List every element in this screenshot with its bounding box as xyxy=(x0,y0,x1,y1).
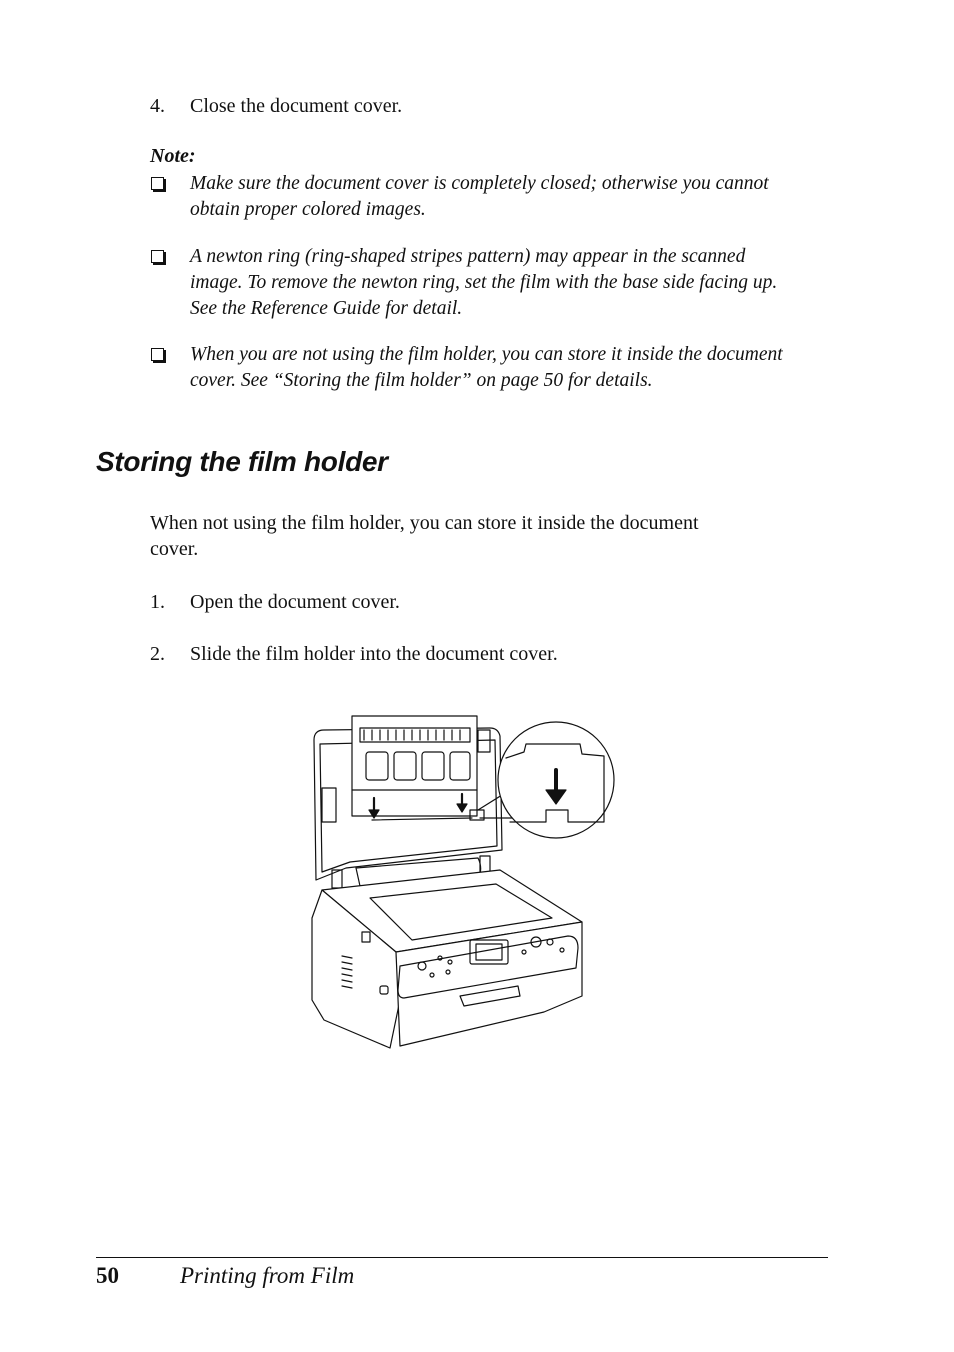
intro-paragraph xyxy=(150,510,830,562)
note-item-2 xyxy=(190,244,840,322)
note-item-3-line-2: cover. See “Storing the film holder” on page 50 for details. xyxy=(190,370,653,391)
step-4-number: 4. xyxy=(150,95,165,117)
step-1-number: 1. xyxy=(150,591,165,613)
footer-title: Printing from Film xyxy=(180,1263,355,1288)
scanner-film-holder-illustration xyxy=(300,700,620,1055)
note-label: Note: xyxy=(150,145,196,167)
footer-rule xyxy=(96,1257,828,1258)
intro-line-1: When not using the film holder, you can store it inside the document xyxy=(150,512,699,534)
note-item-1-line-2: obtain proper colored images. xyxy=(190,199,426,220)
intro-line-2: cover. xyxy=(150,538,199,560)
note-item-1 xyxy=(190,171,840,223)
step-2-number: 2. xyxy=(150,643,165,665)
note-item-3-line-1: When you are not using the film holder, you can store it inside the document xyxy=(190,344,783,365)
step-2-text: Slide the film holder into the document cover. xyxy=(190,643,558,665)
step-1-text: Open the document cover. xyxy=(190,591,400,613)
page-number: 50 xyxy=(96,1263,119,1288)
checkbox-bullet-icon xyxy=(151,348,164,361)
note-item-1-line-1: Make sure the document cover is completely closed; otherwise you cannot xyxy=(190,173,769,194)
note-item-2-line-2: image. To remove the newton ring, set the film with the base side facing up. xyxy=(190,272,778,293)
step-4-text: Close the document cover. xyxy=(190,95,403,117)
note-item-3 xyxy=(190,342,850,394)
checkbox-bullet-icon xyxy=(151,250,164,263)
checkbox-bullet-icon xyxy=(151,177,164,190)
section-heading: Storing the film holder xyxy=(96,446,388,477)
note-item-2-line-3: See the Reference Guide for detail. xyxy=(190,298,463,319)
note-item-2-line-1: A newton ring (ring-shaped stripes pattern) may appear in the scanned xyxy=(190,246,746,267)
